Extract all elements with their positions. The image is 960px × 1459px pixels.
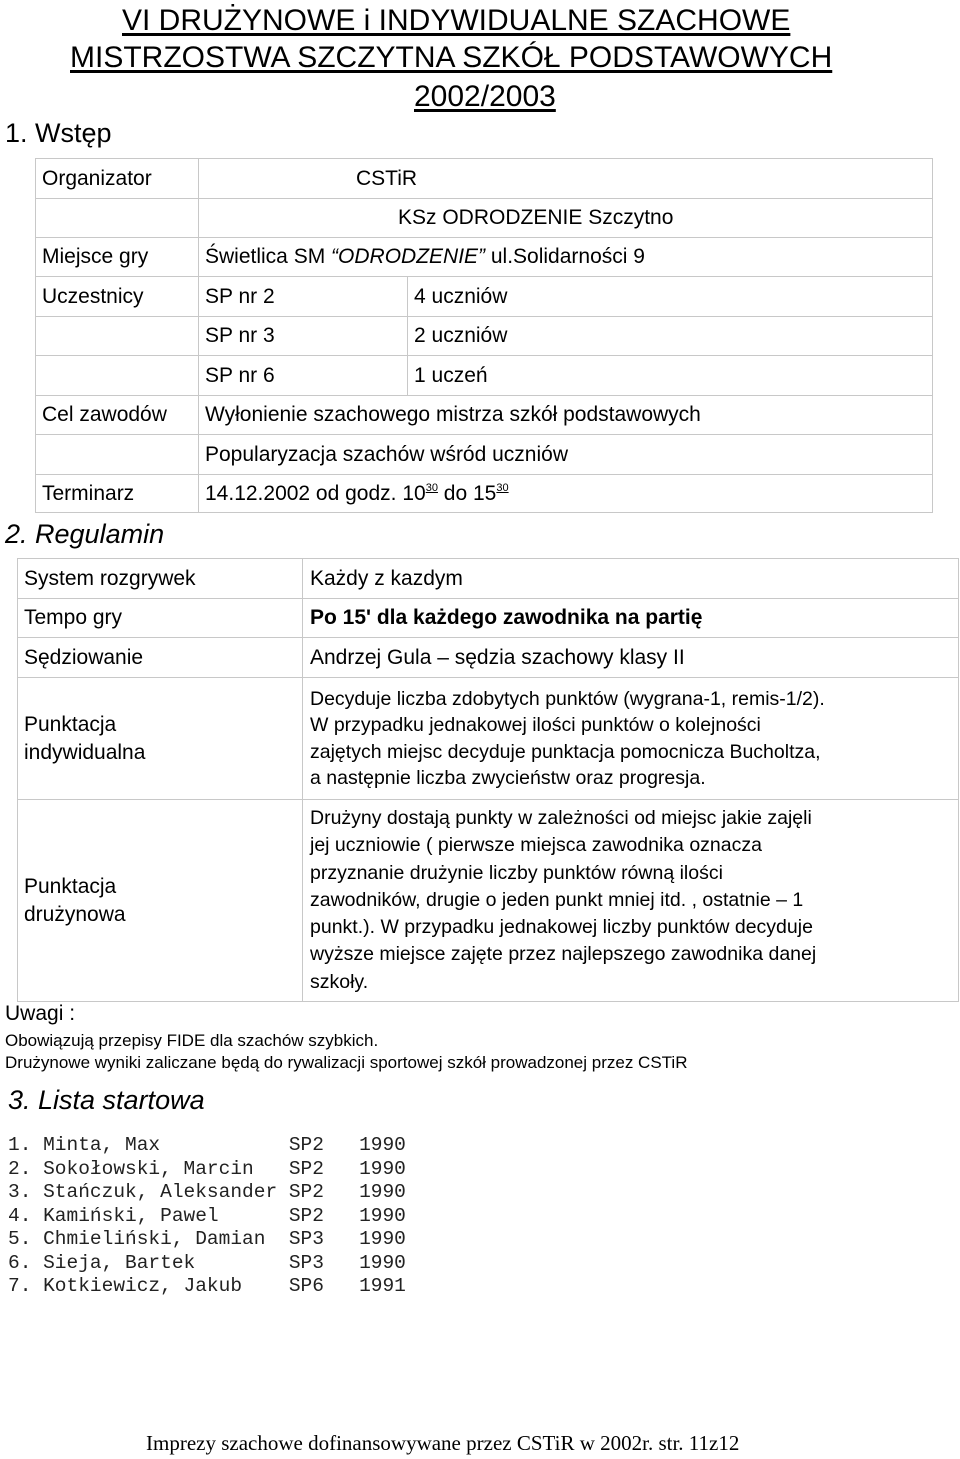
player-school: SP2 xyxy=(288,1157,360,1180)
player-row xyxy=(8,1275,406,1299)
title-line-1: VI DRUŻYNOWE i INDYWIDUALNE SZACHOWE xyxy=(122,4,791,37)
rule-value-team: Drużyny dostają punkty w zależności od miejsc jakie zajęli jej uczniowie ( pierwsze miejsca zawodnika oznacza przyznanie drużynie liczby punktów równą ilości zawodników, drugie o jeden punkt mniej itd. , ostatnie – 1 punkt.). W przypadku jednakowej liczby punktów decyduje wyższe miejsce zajęte przez najlepszego zawodnika danej szkoły. xyxy=(303,800,959,1002)
title-line-3: 2002/2003 xyxy=(414,80,556,113)
organizer-label: Organizator xyxy=(36,159,199,199)
participant-school: SP nr 2 xyxy=(199,277,408,317)
participant-school: SP nr 3 xyxy=(199,317,408,356)
player-row xyxy=(8,1228,406,1252)
venue-value: Świetlica SM “ODRODZENIE” ul.Solidarności 9 xyxy=(199,238,933,277)
player-name: Stańczuk, Aleksander xyxy=(43,1181,289,1203)
player-number: 1. xyxy=(8,1134,44,1156)
footer: Imprezy szachowe dofinansowywane przez CSTiR w 2002r. str. 11z12 xyxy=(146,1431,740,1455)
player-school: SP2 xyxy=(288,1134,360,1156)
rule-label-individual: Punktacja indywidualna xyxy=(18,678,303,800)
player-number: 7. xyxy=(8,1275,44,1297)
player-row xyxy=(8,1205,406,1229)
player-year: 1990 xyxy=(359,1157,406,1180)
player-school: SP2 xyxy=(288,1204,360,1227)
player-name: Sokołowski, Marcin xyxy=(43,1157,289,1180)
participant-school: SP nr 6 xyxy=(199,356,408,396)
player-row xyxy=(8,1134,406,1158)
player-name: Chmieliński, Damian xyxy=(43,1228,289,1250)
organizer-2: KSz ODRODZENIE Szczytno xyxy=(199,199,933,238)
participant-count: 4 uczniów xyxy=(408,277,933,317)
player-row xyxy=(8,1158,406,1182)
schedule-label: Terminarz xyxy=(36,475,199,513)
participants-label: Uczestnicy xyxy=(36,277,199,317)
player-name: Minta, Max xyxy=(43,1134,289,1156)
section-2-heading: 2. Regulamin xyxy=(5,519,165,549)
goal-2: Popularyzacja szachów wśród uczniów xyxy=(199,435,933,475)
player-number: 6. xyxy=(8,1251,44,1274)
rule-value-individual: Decyduje liczba zdobytych punktów (wygrana-1, remis-1/2). W przypadku jednakowej ilości punktów o kolejności zajętych miejsc decyduje punktacja pomocnicza Bucholtza, a następnie liczba zwycieństw oraz progresja. xyxy=(303,678,959,800)
player-school: SP2 xyxy=(288,1181,360,1203)
player-year: 1990 xyxy=(359,1251,406,1274)
notes-heading: Uwagi : xyxy=(5,1002,76,1025)
player-school: SP3 xyxy=(288,1228,360,1250)
player-year: 1990 xyxy=(359,1228,406,1250)
player-number: 3. xyxy=(8,1181,44,1203)
rule-label-team: Punktacja drużynowa xyxy=(18,800,303,1002)
goal-label: Cel zawodów xyxy=(36,396,199,435)
rule-label: Tempo gry xyxy=(18,599,303,638)
rule-value: Po 15' dla każdego zawodnika na partię xyxy=(303,599,959,638)
player-year: 1990 xyxy=(359,1204,406,1227)
player-school: SP6 xyxy=(288,1275,360,1297)
rule-value: Andrzej Gula – sędzia szachowy klasy II xyxy=(303,638,959,678)
player-school: SP3 xyxy=(288,1251,360,1274)
player-row xyxy=(8,1181,406,1205)
title-line-2: MISTRZOSTWA SZCZYTNA SZKÓŁ PODSTAWOWYCH xyxy=(70,41,833,74)
player-name: Kotkiewicz, Jakub xyxy=(43,1275,289,1297)
rule-label: Sędziowanie xyxy=(18,638,303,678)
notes-line-1: Obowiązują przepisy FIDE dla szachów szybkich. xyxy=(5,1031,379,1050)
start-list xyxy=(8,1134,406,1299)
schedule-value: 14.12.2002 od godz. $10^{30}$ do $15^{30}$ xyxy=(199,475,933,513)
player-number: 4. xyxy=(8,1204,44,1227)
rule-value: Każdy z kazdym xyxy=(303,559,959,599)
goal-1: Wyłonienie szachowego mistrza szkół podstawowych xyxy=(199,396,933,435)
participant-count: 2 uczniów xyxy=(408,317,933,356)
rule-label: System rozgrywek xyxy=(18,559,303,599)
player-year: 1990 xyxy=(359,1134,406,1156)
player-number: 2. xyxy=(8,1157,44,1180)
section-1-heading: 1. Wstęp xyxy=(5,118,112,148)
organizer-1: CSTiR xyxy=(199,159,933,199)
intro-table xyxy=(35,158,933,513)
player-row xyxy=(8,1252,406,1276)
player-year: 1991 xyxy=(359,1275,406,1297)
player-year: 1990 xyxy=(359,1181,406,1203)
player-name: Sieja, Bartek xyxy=(43,1251,289,1274)
participant-count: 1 uczeń xyxy=(408,356,933,396)
rules-table xyxy=(17,558,959,1002)
player-number: 5. xyxy=(8,1228,44,1250)
player-name: Kamiński, Pawel xyxy=(43,1204,289,1227)
notes-line-2: Drużynowe wyniki zaliczane będą do rywalizacji sportowej szkół prowadzonej przez CSTiR xyxy=(5,1053,688,1072)
section-3-heading: 3. Lista startowa xyxy=(8,1085,205,1115)
venue-label: Miejsce gry xyxy=(36,238,199,277)
